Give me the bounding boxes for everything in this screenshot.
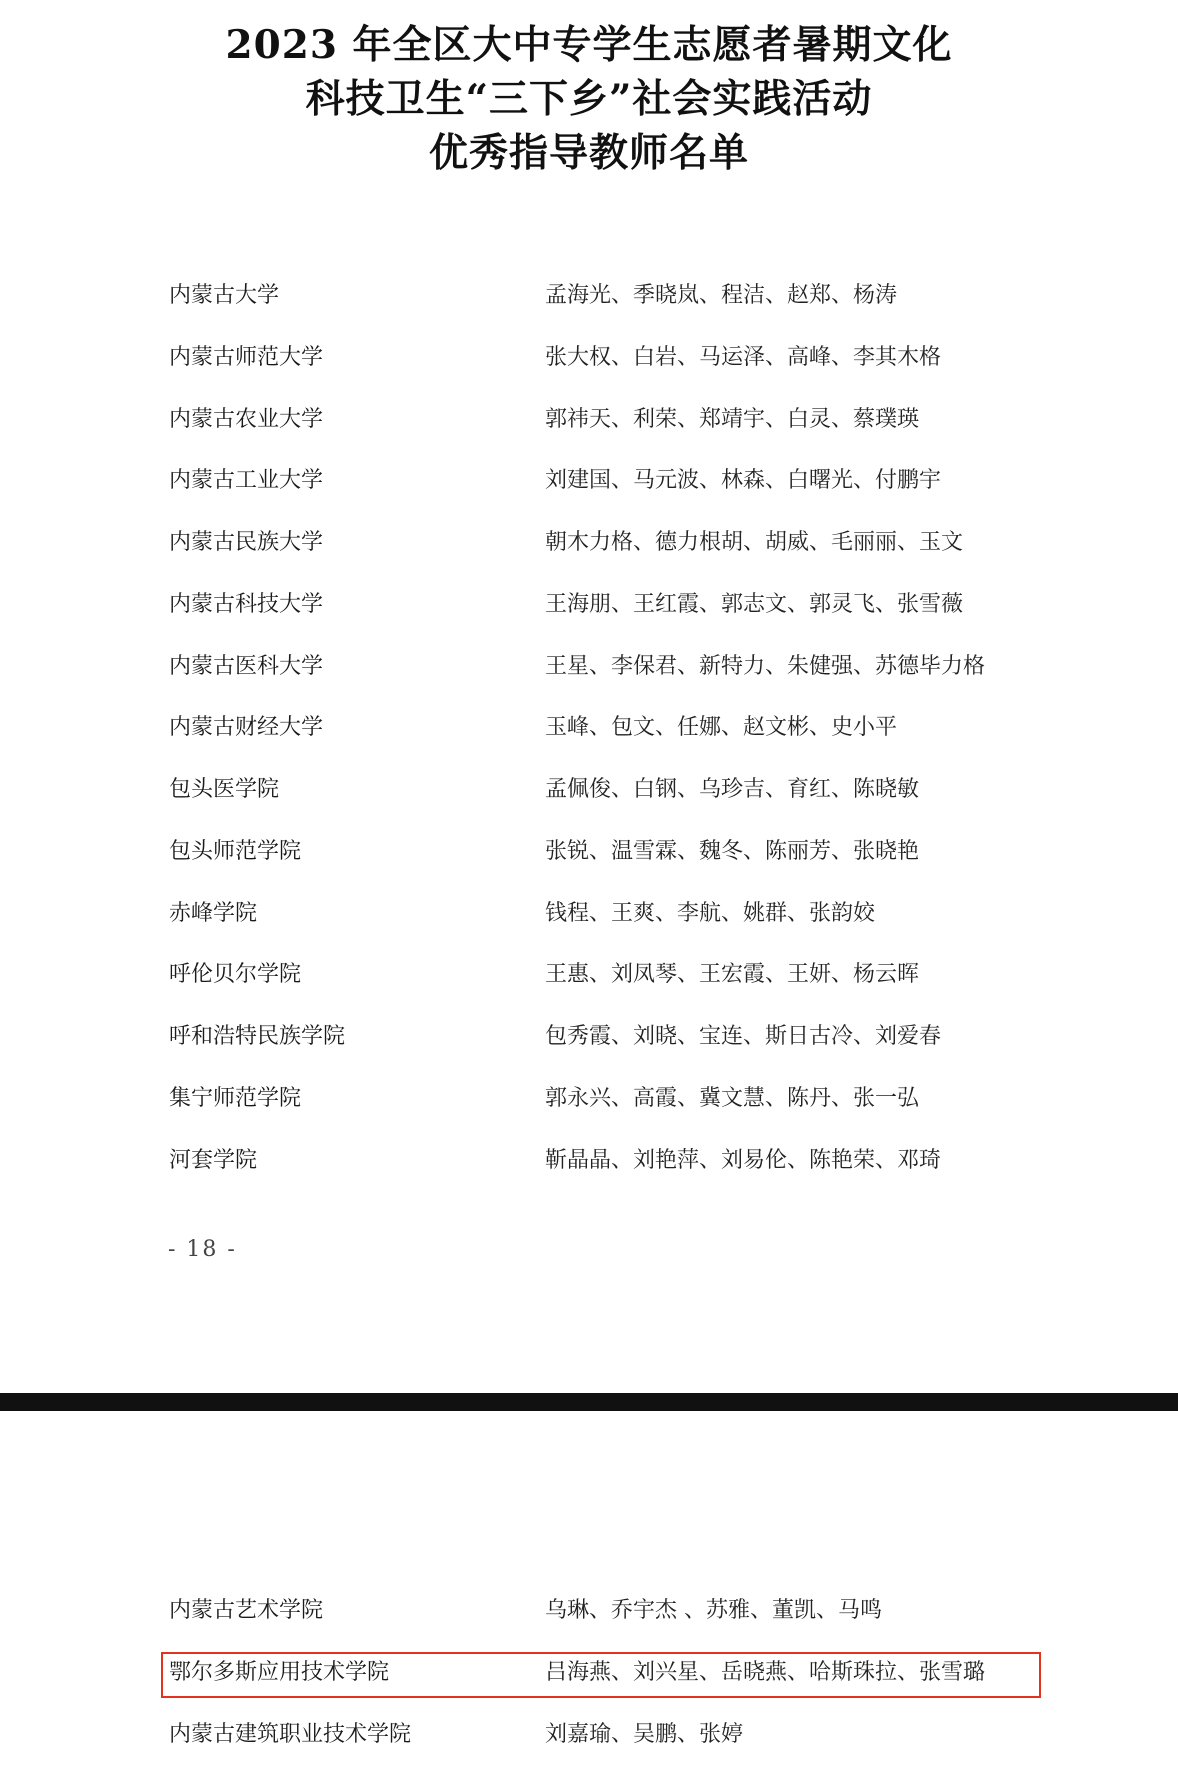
institution-name: 河套学院: [169, 1148, 258, 1173]
institution-name: 呼和浩特民族学院: [169, 1024, 346, 1049]
page-number: - 18 -: [168, 1237, 237, 1262]
teacher-names: 张大权、白岩、马运泽、高峰、李其木格: [545, 345, 942, 370]
institution-name: 包头师范学院: [169, 839, 302, 864]
list-row: [0, 894, 1178, 934]
list-row: [0, 1079, 1178, 1119]
teacher-names: 靳晶晶、刘艳萍、刘易伦、陈艳荣、邓琦: [545, 1148, 942, 1173]
page-divider: [0, 1393, 1178, 1411]
list-row: [0, 1715, 1178, 1755]
teacher-names: 孟佩俊、白钢、乌珍吉、育红、陈晓敏: [545, 777, 920, 802]
list-row: [0, 708, 1178, 748]
institution-name: 鄂尔多斯应用技术学院: [169, 1660, 390, 1685]
institution-name: 内蒙古师范大学: [169, 345, 324, 370]
list-row: [0, 1141, 1178, 1181]
teacher-names: 钱程、王爽、李航、姚群、张韵姣: [545, 901, 876, 926]
institution-name: 集宁师范学院: [169, 1086, 302, 1111]
institution-name: 内蒙古医科大学: [169, 654, 324, 679]
institution-name: 呼伦贝尔学院: [169, 962, 302, 987]
title-line-1: 2023 年全区大中专学生志愿者暑期文化: [225, 22, 953, 68]
list-row: [0, 770, 1178, 810]
highlight-box: [161, 1652, 1041, 1698]
teacher-names: 王惠、刘凤琴、王宏霞、王妍、杨云晖: [545, 962, 920, 987]
teacher-names: 玉峰、包文、任娜、赵文彬、史小平: [545, 715, 898, 740]
list-row: [0, 955, 1178, 995]
institution-name: 赤峰学院: [169, 901, 258, 926]
institution-name: 内蒙古艺术学院: [169, 1598, 324, 1623]
list-row: [0, 585, 1178, 625]
teacher-names: 朝木力格、德力根胡、胡威、毛丽丽、玉文: [545, 530, 964, 555]
list-row: [0, 647, 1178, 687]
list-row: [0, 400, 1178, 440]
teacher-names: 乌琳、乔宇杰 、苏雅、董凯、马鸣: [545, 1598, 882, 1623]
teacher-names: 王海朋、王红霞、郭志文、郭灵飞、张雪薇: [545, 592, 964, 617]
institution-name: 内蒙古工业大学: [169, 468, 324, 493]
institution-name: 内蒙古大学: [169, 283, 280, 308]
teacher-names: 包秀霞、刘晓、宝连、斯日古冷、刘爱春: [545, 1024, 942, 1049]
teacher-names: 吕海燕、刘兴星、岳晓燕、哈斯珠拉、张雪璐: [545, 1660, 986, 1685]
list-row: [0, 461, 1178, 501]
list-row: [0, 276, 1178, 316]
title-line-3: 优秀指导教师名单: [428, 130, 749, 176]
document-title: [0, 18, 1178, 180]
institution-name: 内蒙古建筑职业技术学院: [169, 1722, 412, 1747]
institution-name: 内蒙古科技大学: [169, 592, 324, 617]
teacher-names: 孟海光、季晓岚、程洁、赵郑、杨涛: [545, 283, 898, 308]
teacher-names: 郭永兴、高霞、冀文慧、陈丹、张一弘: [545, 1086, 920, 1111]
list-row: [0, 1591, 1178, 1631]
teacher-names: 张锐、温雪霖、魏冬、陈丽芳、张晓艳: [545, 839, 920, 864]
teacher-names: 王星、李保君、新特力、朱健强、苏德毕力格: [545, 654, 986, 679]
institution-name: 内蒙古财经大学: [169, 715, 324, 740]
title-line-2: 科技卫生“三下乡”社会实践活动: [305, 76, 873, 122]
list-row: [0, 523, 1178, 563]
institution-name: 内蒙古农业大学: [169, 407, 324, 432]
teacher-names: 刘建国、马元波、林森、白曙光、付鹏宇: [545, 468, 942, 493]
institution-name: 包头医学院: [169, 777, 280, 802]
list-row: [0, 1017, 1178, 1057]
list-row: [0, 338, 1178, 378]
institution-name: 内蒙古民族大学: [169, 530, 324, 555]
list-row: [0, 832, 1178, 872]
teacher-names: 刘嘉瑜、吴鹏、张婷: [545, 1722, 744, 1747]
teacher-names: 郭祎天、利荣、郑靖宇、白灵、蔡璞瑛: [545, 407, 920, 432]
